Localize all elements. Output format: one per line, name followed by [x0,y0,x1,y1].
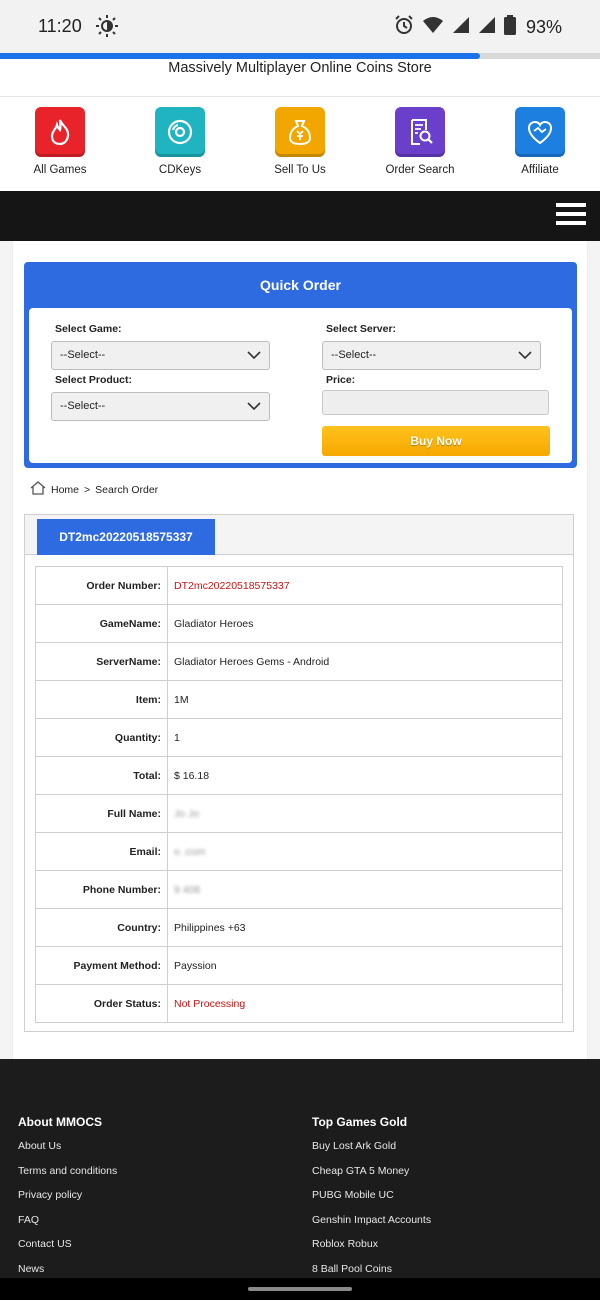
battery-percent: 93% [525,17,562,37]
table-row [36,795,563,833]
email-key: Email: [36,833,168,871]
chevron-down-icon [518,350,532,363]
select-server-dropdown[interactable] [322,341,541,370]
order-status-value: Not Processing [168,985,563,1023]
item-key: Item: [36,681,168,719]
select-product-dropdown[interactable] [51,392,270,421]
nav-all-games[interactable] [5,107,115,176]
footer-link-terms[interactable]: Terms and conditions [18,1164,118,1177]
battery-icon [504,15,516,40]
nav-affiliate[interactable] [485,107,595,176]
wifi-icon [422,16,444,39]
footer-link-faq[interactable]: FAQ [18,1213,40,1226]
order-tabstrip [25,515,573,555]
disc-icon [155,107,205,157]
nav-label: CDKeys [158,164,202,176]
select-product-label: Select Product: [55,374,133,386]
country-value: Philippines +63 [168,909,563,947]
price-field [322,390,549,415]
top-icon-nav [0,96,600,191]
total-value: $ 16.18 [168,757,563,795]
footer-games-title: Top Games Gold [312,1115,408,1129]
footer-games-column [312,1115,431,1287]
alarm-icon [394,15,414,40]
footer-link-gta5[interactable]: Cheap GTA 5 Money [312,1164,410,1177]
money-bag-icon [275,107,325,157]
order-detail-table [35,566,563,1023]
price-label: Price: [326,374,356,386]
item-value: 1M [168,681,563,719]
footer-link-pubg[interactable]: PUBG Mobile UC [312,1189,394,1201]
footer-link-about-us[interactable]: About Us [18,1140,62,1152]
home-gesture-pill[interactable] [248,1287,352,1291]
breadcrumb-separator: > [84,483,91,496]
full-name-value: Jo Jo [168,795,563,833]
signal-icon [452,16,470,39]
footer-link-roblox[interactable]: Roblox Robux [312,1238,378,1250]
phone-number-key: Phone Number: [36,871,168,909]
order-number-value: DT2mc20220518575337 [168,567,563,605]
footer-link-privacy[interactable]: Privacy policy [18,1189,83,1201]
page-load-progress [0,53,600,59]
select-server-value: --Select-- [331,349,377,361]
breadcrumb [30,481,158,498]
table-row [36,567,563,605]
signal-icon-2 [478,16,496,39]
full-name-key: Full Name: [36,795,168,833]
quantity-key: Quantity: [36,719,168,757]
footer-link-genshin[interactable]: Genshin Impact Accounts [312,1213,432,1226]
nav-label: Order Search [385,164,455,176]
system-nav-bar [0,1278,600,1300]
document-search-icon [395,107,445,157]
chevron-down-icon [247,350,261,363]
quick-order-panel [24,262,577,468]
breadcrumb-home-link[interactable]: Home [51,483,80,496]
select-product-value: --Select-- [60,400,106,412]
nav-label: Sell To Us [274,164,326,176]
quick-order-title: Quick Order [260,277,341,293]
status-time: 11:20 [38,16,82,36]
game-name-key: GameName: [36,605,168,643]
select-game-label: Select Game: [55,323,122,335]
progress-fill [0,53,480,59]
table-row [36,605,563,643]
game-name-value: Gladiator Heroes [168,605,563,643]
select-game-value: --Select-- [60,349,106,361]
footer-about-column [18,1115,117,1287]
select-server-label: Select Server: [326,323,397,335]
table-row [36,681,563,719]
table-row [36,643,563,681]
fire-icon [35,107,85,157]
brightness-icon [96,15,118,42]
footer-link-8ball[interactable]: 8 Ball Pool Coins [312,1262,392,1275]
table-row [36,757,563,795]
server-name-value: Gladiator Heroes Gems - Android [168,643,563,681]
footer [0,1059,600,1278]
payment-method-value: Payssion [168,947,563,985]
footer-about-title: About MMOCS [18,1115,102,1129]
nav-order-search[interactable] [365,107,475,176]
nav-label: Affiliate [521,164,559,176]
menu-bar [0,191,600,241]
nav-cdkeys[interactable] [125,107,235,176]
order-tab[interactable]: DT2mc20220518575337 [37,519,215,555]
order-status-key: Order Status: [36,985,168,1023]
payment-method-key: Payment Method: [36,947,168,985]
home-icon [30,481,46,498]
footer-link-contact[interactable]: Contact US [18,1238,72,1250]
status-bar [0,0,600,54]
quick-order-form [29,308,572,463]
email-value: o .com [168,833,563,871]
chevron-down-icon [247,401,261,414]
country-key: Country: [36,909,168,947]
buy-now-button[interactable]: Buy Now [322,426,550,456]
handshake-icon [515,107,565,157]
order-number-key: Order Number: [36,567,168,605]
table-row [36,985,563,1023]
breadcrumb-current: Search Order [95,483,159,496]
table-row [36,833,563,871]
hamburger-menu-icon[interactable] [556,203,586,229]
table-row [36,947,563,985]
order-detail-box [24,514,574,1032]
site-title: Massively Multiplayer Online Coins Store [168,60,432,76]
server-name-key: ServerName: [36,643,168,681]
footer-link-lost-ark[interactable]: Buy Lost Ark Gold [312,1140,397,1152]
phone-number-value: 9 408 [168,871,563,909]
nav-sell-to-us[interactable] [245,107,355,176]
footer-link-news[interactable]: News [18,1262,45,1275]
quantity-value: 1 [168,719,563,757]
table-row [36,719,563,757]
total-key: Total: [36,757,168,795]
table-row [36,871,563,909]
nav-label: All Games [33,164,87,176]
table-row [36,909,563,947]
select-game-dropdown[interactable] [51,341,270,370]
